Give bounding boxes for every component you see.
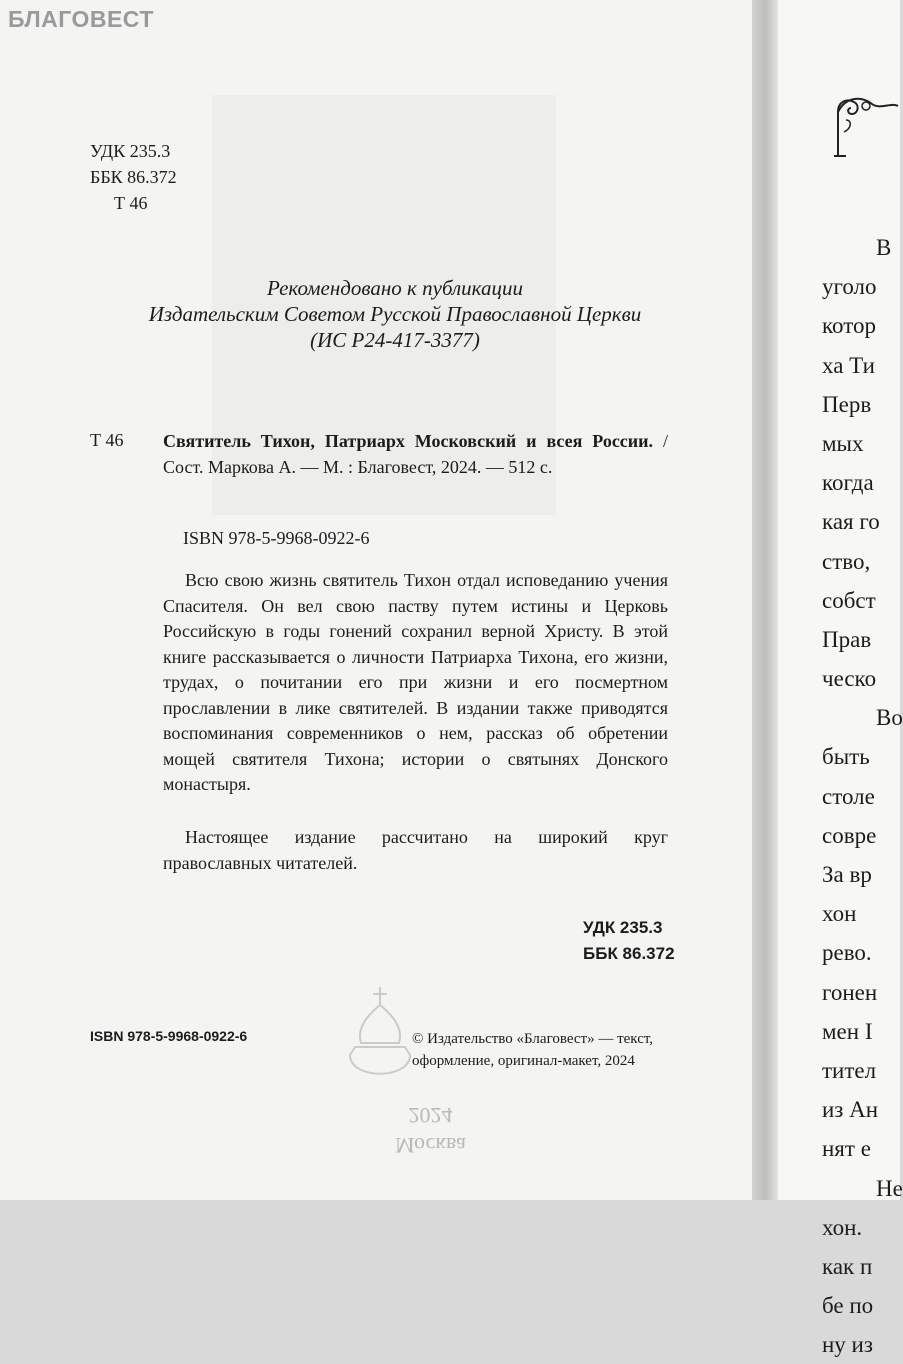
abstract: Всю свою жизнь святитель Тихон отдал исповеданию учения Спасителя. Он вел свою паству путем истины и Церковь Российскую в годы гонений сохранил верной Христу. В этой книге рассказывается о личности Патриарха Тихона, его жизни, трудах, о почитании его при жизни и его посмертном прославлении в лике святителей. В издании также приводятся воспоминания современников о нем, рассказ об обретении мощей святителя Тихона; истории о святынях Донского монастыря. (163, 570, 668, 794)
right-page-line: рево. (822, 940, 872, 966)
citation-details: / Сост. Маркова А. — М. : Благовест, 2024. — 512 с. (163, 431, 668, 477)
right-page-line: За вр (822, 862, 872, 887)
right-page-line: ческо (822, 666, 877, 692)
right-page-line: ха Ти (822, 352, 875, 378)
right-page-line: ну из (822, 1332, 873, 1358)
bottom-udk-code: УДК 235.3 (583, 918, 663, 937)
book-title: Святитель Тихон, Патриарх Московский и всея России. (163, 431, 654, 451)
right-page-line: В (876, 235, 892, 260)
right-page-line: быть (822, 744, 870, 770)
bleed-through-imprint (395, 1100, 466, 1160)
bbk-code: ББК 86.372 (90, 167, 177, 187)
right-page-line: бе по (822, 1293, 874, 1319)
right-page-line: Прав (822, 626, 872, 652)
audience-note: Настоящее издание рассчитано на широкий круг православных читателей. (163, 827, 668, 873)
ornament-icon (832, 92, 900, 162)
right-page-line: нят е (822, 1136, 871, 1162)
right-page-line: Не (876, 1175, 903, 1201)
right-page-line: ство, (822, 548, 871, 574)
right-page-text (822, 228, 903, 1364)
right-page-line: тител (822, 1057, 877, 1083)
right-page-line: собст (822, 587, 876, 613)
watermark-label: БЛАГОВЕСТ (8, 6, 154, 32)
bleed-through-city: Москва (395, 1133, 466, 1158)
copyright-notice: © Издательство «Благовест» — текст, оформление, оригинал-макет, 2024 (412, 1031, 654, 1069)
bibliographic-citation (163, 428, 668, 480)
recommendation-note (90, 275, 700, 353)
right-page-line: столе (822, 783, 875, 809)
right-page-line: как п (822, 1253, 873, 1279)
udk-code: УДК 235.3 (90, 141, 171, 161)
right-page-line: из Ан (822, 1097, 879, 1123)
right-page-line: гонен (822, 979, 878, 1005)
right-page-line: мых (822, 430, 864, 456)
bleed-through-year: 2024 (408, 1103, 453, 1128)
right-page-line: мен I (822, 1018, 873, 1044)
right-page-line: хон (822, 901, 857, 927)
recommendation-line-2: Издательским Советом Русской Православной Церкви (148, 302, 642, 326)
right-page-line: совре (822, 822, 877, 848)
bottom-bbk-code: ББК 86.372 (583, 944, 675, 963)
isbn-bottom: ISBN 978-5-9968-0922-6 (90, 1028, 248, 1044)
right-page-line: когда (822, 470, 874, 496)
recommendation-line-3: (ИС Р24-417-3377) (310, 328, 480, 352)
right-page-line: Перв (822, 391, 872, 417)
isbn: ISBN 978-5-9968-0922-6 (183, 528, 370, 548)
right-page-line: уголо (822, 274, 877, 300)
author-mark: Т 46 (114, 193, 148, 213)
right-page-line: кая го (822, 509, 880, 535)
recommendation-line-1: Рекомендовано к публикации (267, 276, 523, 300)
bottom-classification (583, 915, 675, 967)
right-page-line: хон. (822, 1214, 863, 1240)
book-gutter (752, 0, 778, 1200)
right-page-line: котор (822, 313, 876, 339)
classification-block (90, 138, 177, 216)
right-page-line: Во (876, 705, 903, 731)
citation-code: Т 46 (90, 430, 124, 450)
